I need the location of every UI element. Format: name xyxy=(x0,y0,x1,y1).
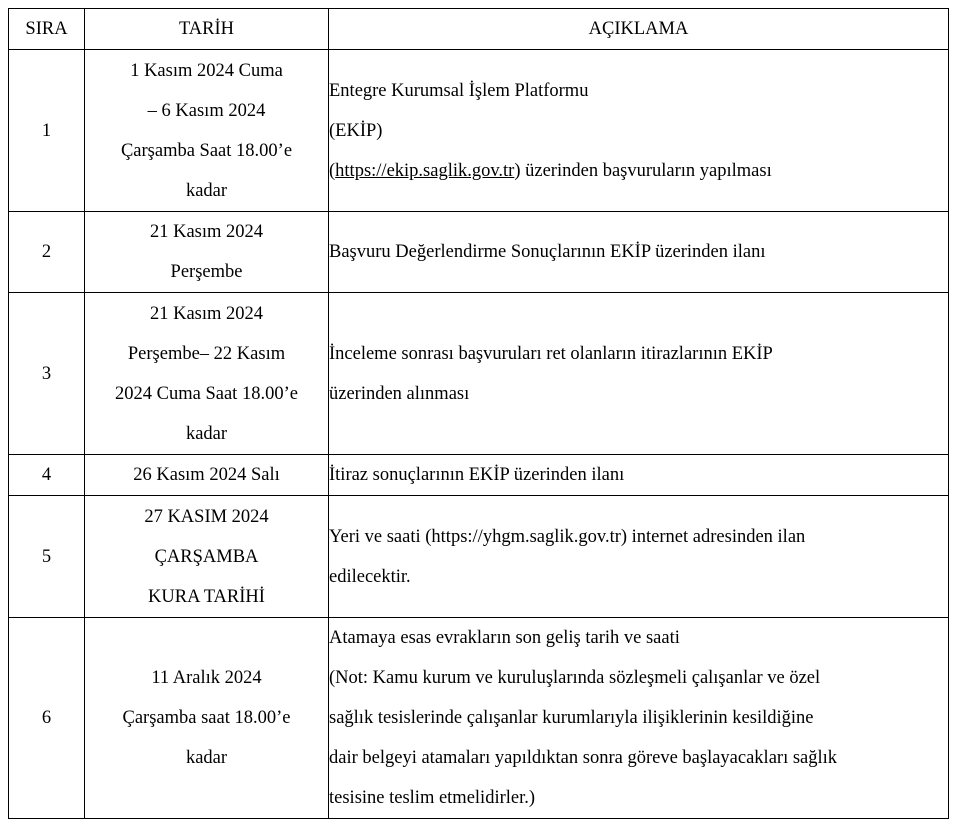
date-line: 2024 Cuma Saat 18.00’e xyxy=(115,383,298,404)
row-description xyxy=(329,212,949,293)
date-line: Çarşamba saat 18.00’e xyxy=(122,708,291,728)
description-line: edilecektir. xyxy=(329,566,411,587)
date-line: ÇARŞAMBA xyxy=(154,546,259,567)
table-row xyxy=(9,212,949,293)
row-date xyxy=(85,50,329,212)
table-row xyxy=(9,618,949,819)
row-number: 2 xyxy=(9,212,85,293)
description-line: Atamaya esas evrakların son geliş tarih ve saati xyxy=(329,628,680,648)
row-number: 4 xyxy=(9,455,85,496)
table-row xyxy=(9,293,949,455)
date-line: kadar xyxy=(185,423,228,444)
table-row xyxy=(9,496,949,618)
date-line: 21 Kasım 2024 xyxy=(149,303,264,324)
row-date xyxy=(85,618,329,819)
row-date xyxy=(85,212,329,293)
row-number: 6 xyxy=(9,618,85,819)
date-line: – 6 Kasım 2024 xyxy=(147,100,266,121)
date-line: 26 Kasım 2024 Salı xyxy=(133,465,280,485)
description-line: sağlık tesislerinde çalışanlar kurumlarıyla ilişiklerinin kesildiğine xyxy=(329,708,814,728)
date-line: Perşembe– 22 Kasım xyxy=(127,343,286,364)
description-line: İnceleme sonrası başvuruları ret olanların itirazlarının EKİP xyxy=(329,343,773,364)
date-line: kadar xyxy=(185,180,228,201)
ekip-link[interactable]: https://ekip.saglik.gov.tr xyxy=(335,160,515,181)
header-row xyxy=(9,9,949,50)
row-description xyxy=(329,50,949,212)
row-number: 3 xyxy=(9,293,85,455)
row-description xyxy=(329,455,949,496)
row-date xyxy=(85,496,329,618)
header-sira: SIRA xyxy=(9,9,85,50)
header-aciklama: AÇIKLAMA xyxy=(329,9,949,50)
description-line: tesisine teslim etmelidirler.) xyxy=(329,788,536,808)
description-line-with-link xyxy=(329,151,948,191)
row-date xyxy=(85,455,329,496)
row-description xyxy=(329,618,949,819)
description-line: Başvuru Değerlendirme Sonuçlarının EKİP üzerinden ilanı xyxy=(329,242,766,262)
date-line: KURA TARİHİ xyxy=(148,586,265,607)
date-line: 1 Kasım 2024 Cuma xyxy=(130,60,283,81)
date-line: kadar xyxy=(185,748,228,768)
header-tarih: TARİH xyxy=(85,9,329,50)
description-line: dair belgeyi atamaları yapıldıktan sonra göreve başlayacakları sağlık xyxy=(329,748,838,768)
row-number: 1 xyxy=(9,50,85,212)
date-line: 27 KASIM 2024 xyxy=(144,506,269,527)
description-line: (EKİP) xyxy=(329,120,383,141)
table-row xyxy=(9,455,949,496)
row-description xyxy=(329,293,949,455)
paren-open: ( xyxy=(329,160,336,181)
description-line: (Not: Kamu kurum ve kuruluşlarında sözleşmeli çalışanlar ve özel xyxy=(329,668,821,688)
date-line: 21 Kasım 2024 xyxy=(149,222,264,242)
schedule-table xyxy=(8,8,949,819)
date-line: 11 Aralık 2024 xyxy=(151,668,262,688)
description-line: İtiraz sonuçlarının EKİP üzerinden ilanı xyxy=(329,465,625,485)
description-line: Entegre Kurumsal İşlem Platformu xyxy=(329,80,589,101)
date-line: Perşembe xyxy=(170,262,243,282)
description-line: Yeri ve saati (https://yhgm.saglik.gov.tr) internet adresinden ilan xyxy=(329,526,806,547)
table-row xyxy=(9,50,949,212)
row-number: 5 xyxy=(9,496,85,618)
row-date xyxy=(85,293,329,455)
date-line: Çarşamba Saat 18.00’e xyxy=(120,140,293,161)
row-description xyxy=(329,496,949,618)
link-suffix: ) üzerinden başvuruların yapılması xyxy=(514,160,772,181)
description-line: üzerinden alınması xyxy=(329,383,470,404)
